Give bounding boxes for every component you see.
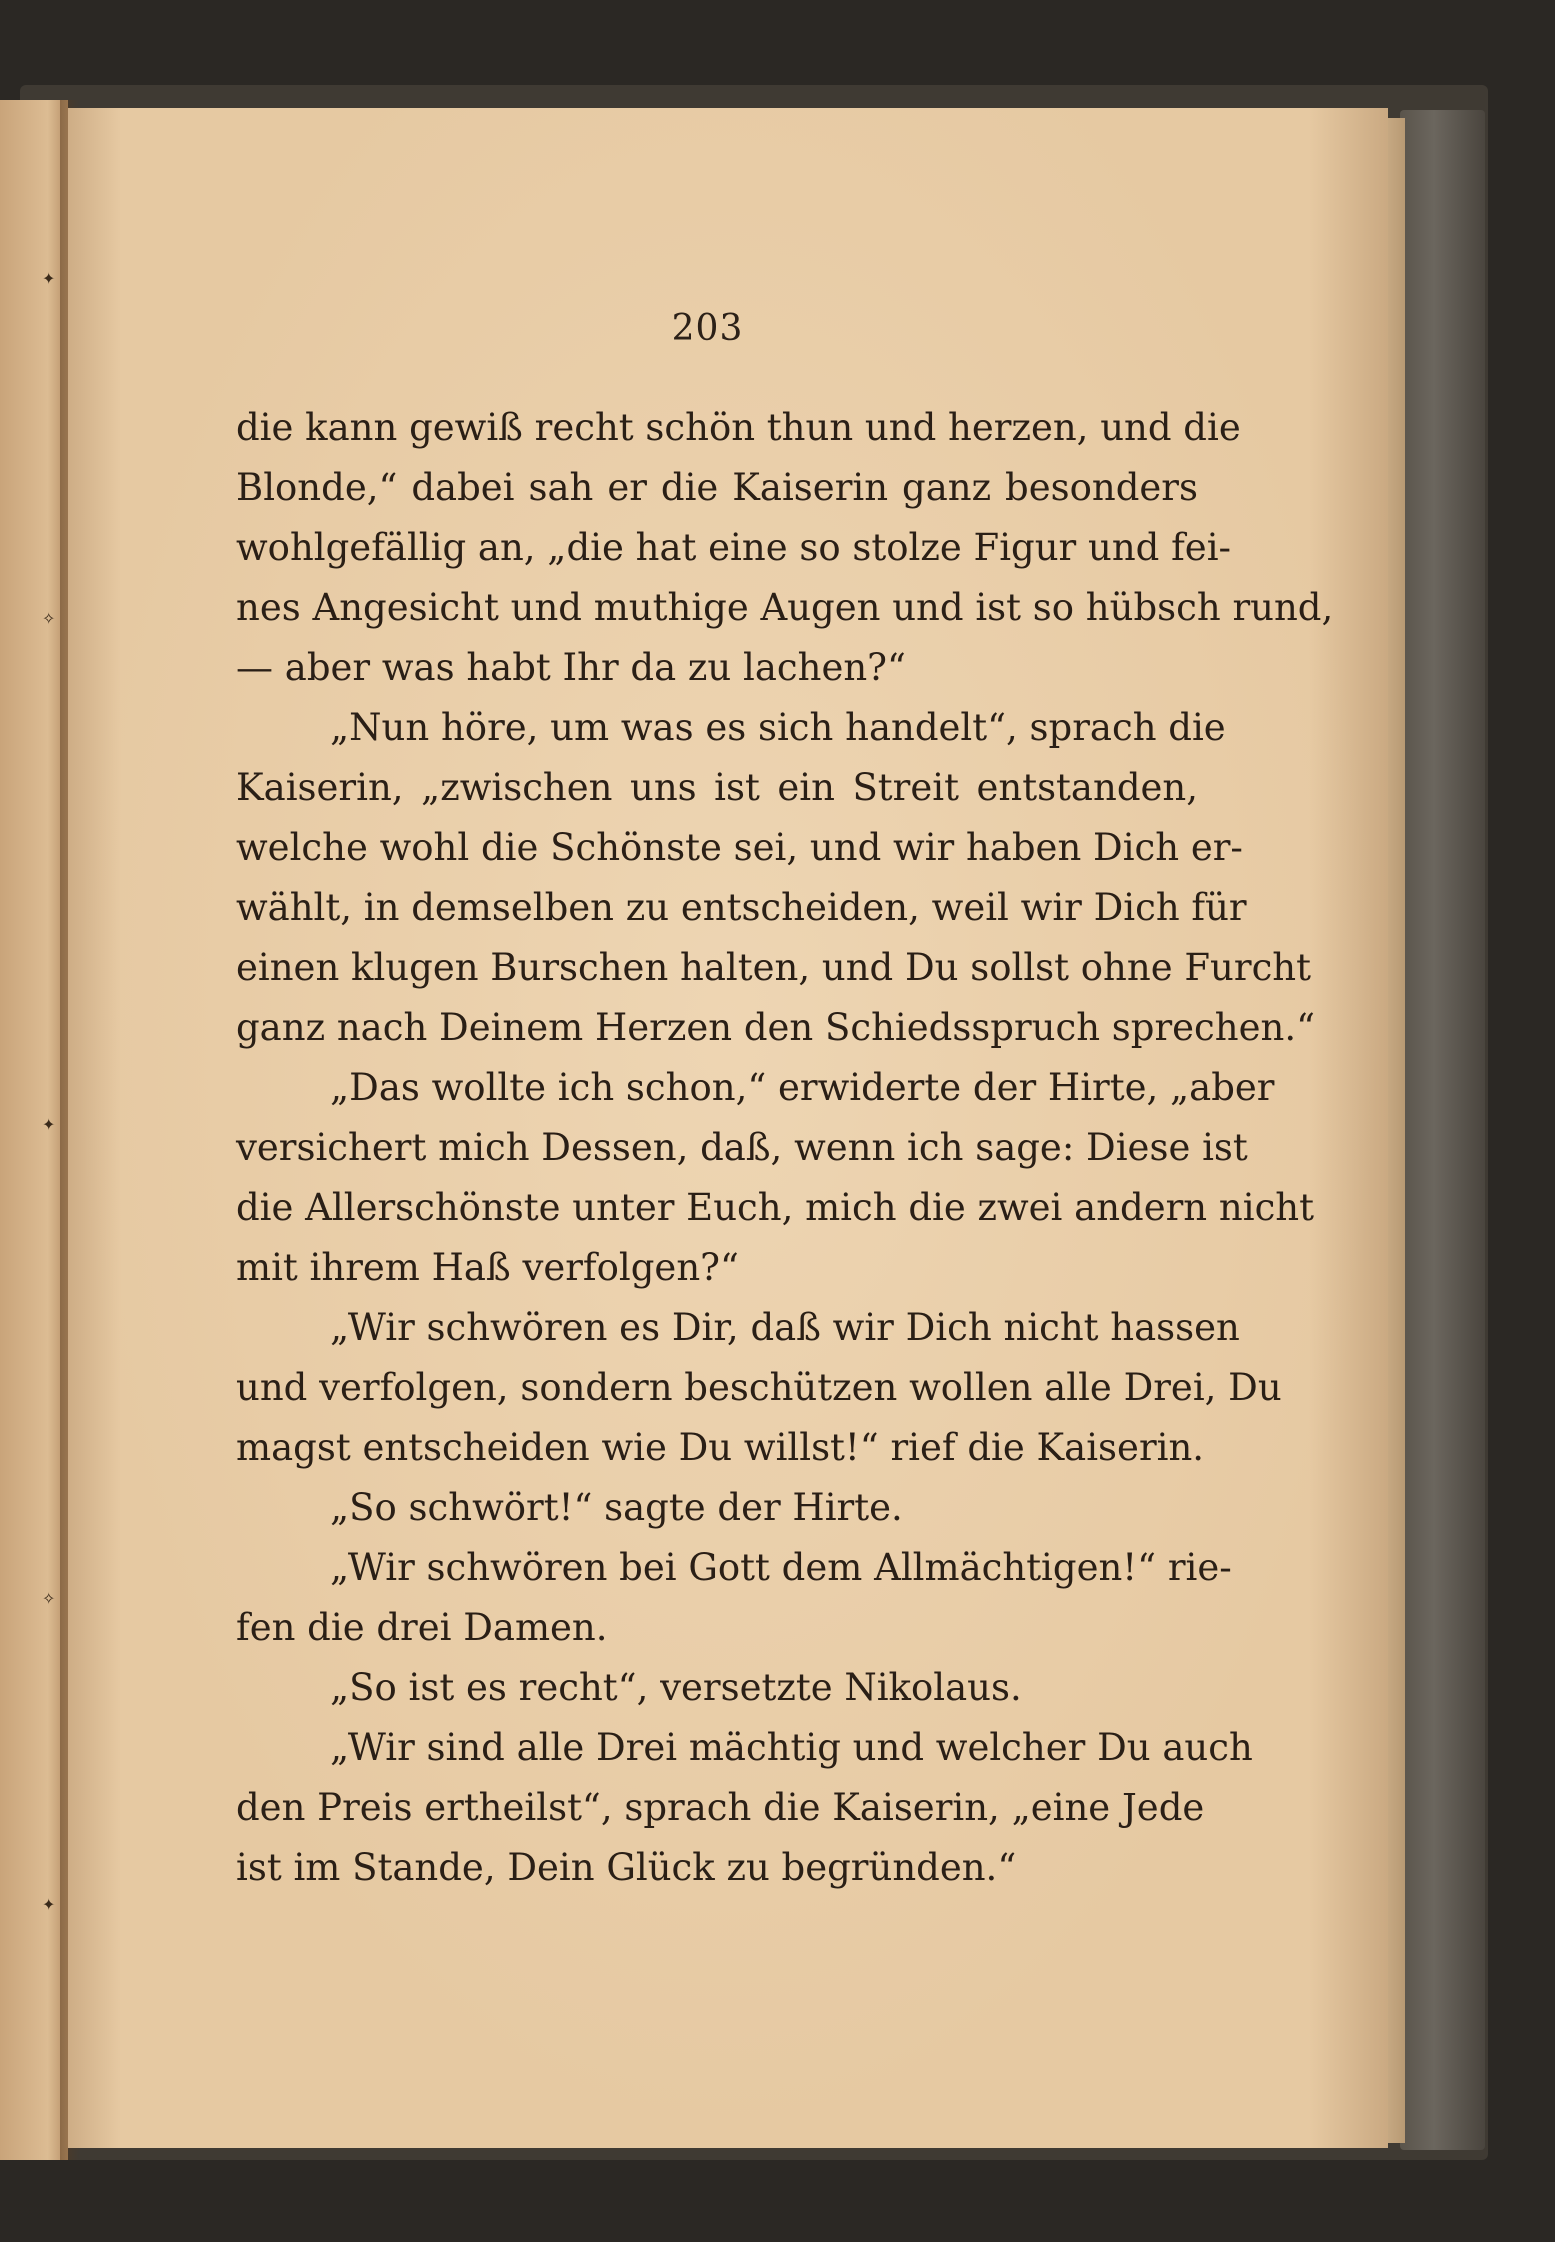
text-line: „Das wollte ich schon,“ erwiderte der Hirte, „aber <box>330 1066 1275 1109</box>
text-line: wählt, in demselben zu entscheiden, weil wir Dich für <box>236 886 1247 929</box>
book-cover-edge <box>1400 110 1485 2150</box>
text-line: einen klugen Burschen halten, und Du sollst ohne Furcht <box>236 946 1311 989</box>
binding-thread-mark: ✦ <box>42 1115 56 1134</box>
text-line: die kann gewiß recht schön thun und herzen, und die <box>236 406 1241 449</box>
text-line: — aber was habt Ihr da zu lachen?“ <box>236 646 906 689</box>
text-line: Kaiserin, „zwischen uns ist ein Streit entstanden, <box>236 766 1198 809</box>
text-line: und verfolgen, sondern beschützen wollen alle Drei, Du <box>236 1366 1282 1409</box>
text-line: fen die drei Damen. <box>236 1606 608 1649</box>
text-line: ist im Stande, Dein Glück zu begründen.“ <box>236 1846 1017 1889</box>
page-number: 203 <box>671 308 744 349</box>
binding-thread-mark: ✧ <box>42 609 56 628</box>
text-line: welche wohl die Schönste sei, und wir haben Dich er- <box>236 826 1243 869</box>
text-line: mit ihrem Haß verfolgen?“ <box>236 1246 739 1289</box>
text-line: „Nun höre, um was es sich handelt“, sprach die <box>330 706 1226 749</box>
text-line: „So schwört!“ sagte der Hirte. <box>330 1486 903 1529</box>
body-text <box>236 398 1334 1898</box>
binding-thread-mark: ✦ <box>42 269 56 288</box>
text-line: „Wir sind alle Drei mächtig und welcher Du auch <box>330 1726 1253 1769</box>
text-line: Blonde,“ dabei sah er die Kaiserin ganz besonders <box>236 466 1198 509</box>
text-line: versichert mich Dessen, daß, wenn ich sage: Diese ist <box>236 1126 1248 1169</box>
text-line: nes Angesicht und muthige Augen und ist so hübsch rund, <box>236 586 1334 629</box>
text-line: wohlgefällig an, „die hat eine so stolze Figur und fei- <box>236 526 1232 569</box>
text-line: die Allerschönste unter Euch, mich die zwei andern nicht <box>236 1186 1314 1229</box>
left-page-edge <box>0 100 68 2160</box>
text-line: den Preis ertheilst“, sprach die Kaiserin, „eine Jede <box>236 1786 1205 1829</box>
binding-thread-mark: ✦ <box>42 1895 56 1914</box>
text-line: „So ist es recht“, versetzte Nikolaus. <box>330 1666 1022 1709</box>
text-line: „Wir schwören bei Gott dem Allmächtigen!“ rie- <box>330 1546 1232 1589</box>
text-line: „Wir schwören es Dir, daß wir Dich nicht hassen <box>330 1306 1240 1349</box>
text-line: magst entscheiden wie Du willst!“ rief die Kaiserin. <box>236 1426 1205 1469</box>
text-line: ganz nach Deinem Herzen den Schiedsspruch sprechen.“ <box>236 1006 1316 1049</box>
binding-thread-mark: ✧ <box>42 1589 56 1608</box>
